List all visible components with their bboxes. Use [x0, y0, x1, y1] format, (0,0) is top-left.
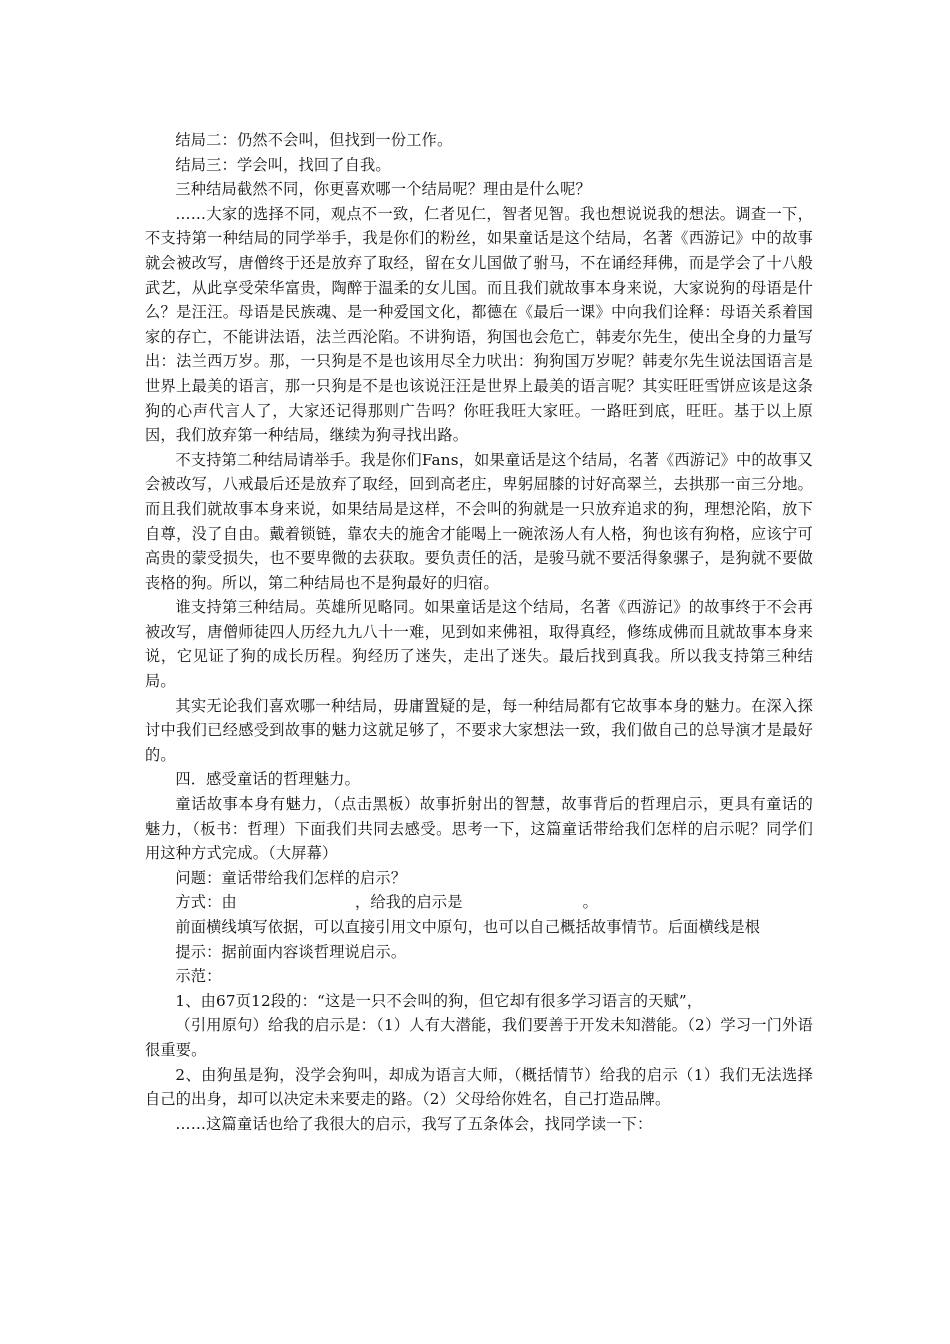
paragraph-example-one: 1、由67页12段的：“这是一只不会叫的狗，但它却有很多学习语言的天赋”， [175, 991, 703, 1010]
paragraph-problem: 问题：童话带给我们怎样的启示？ [175, 868, 407, 887]
method-middle: ，给我的启示是 [354, 893, 463, 912]
paragraph-example-one-inspiration: （引用原句）给我的启示是：（1）人有大潜能，我们要善于开发未知潜能。（2）学习一门外语很重要。 [145, 1016, 813, 1059]
paragraph-ending-three: 结局三：学会叫，找回了自我。 [175, 155, 391, 174]
paragraph-example-label: 示范： [175, 967, 222, 986]
paragraph-closing: ……这篇童话也给了我很大的启示，我写了五条体会，找同学读一下： [175, 1114, 653, 1133]
paragraph-philosophy-intro: 童话故事本身有魅力，（点击黑板）故事折射出的智慧，故事背后的哲理启示，更具有童话的魅力，（板书：哲理）下面我们共同去感受。思考一下，这篇童话带给我们怎样的启示呢？同学们用这种方式完成。（大屏幕） [145, 795, 813, 863]
paragraph-method [145, 890, 813, 915]
paragraph-blank-explanation: 前面横线填写依据，可以直接引用文中原句，也可以自己概括故事情节。后面横线是根 [175, 918, 761, 936]
section-heading-four: 四．感受童话的哲理魅力。 [175, 770, 361, 789]
paragraph-hint: 提示：据前面内容谈哲理说启示。 [175, 942, 407, 961]
paragraph-ending-three-discussion: 谁支持第三种结局。英雄所见略同。如果童话是这个结局，名著《西游记》的故事终于不会再被改写，唐僧师徒四人历经九九八十一难，见到如来佛祖，取得真经，修练成佛而且就故事本身来说，它见证了狗的成长历程。狗经历了迷失，走出了迷失。最后找到真我。所以我支持第三种结局。 [145, 598, 813, 691]
paragraph-ending-two: 结局二：仍然不会叫，但找到一份工作。 [175, 131, 453, 149]
method-suffix: 。 [582, 893, 599, 912]
method-prefix: 方式：由 [175, 893, 237, 912]
paragraph-example-two: 2、由狗虽是狗，没学会狗叫，却成为语言大师，（概括情节）给我的启示（1）我们无法选择自己的出身，却可以决定未来要走的路。（2）父母给你姓名，自己打造品牌。 [145, 1065, 813, 1109]
paragraph-summary: 其实无论我们喜欢哪一种结局，毋庸置疑的是，每一种结局都有它故事本身的魅力。在深入探讨中我们已经感受到故事的魅力这就足够了，不要求大家想法一致，我们做自己的总导演才是最好的。 [145, 696, 813, 764]
paragraph-question: 三种结局截然不同，你更喜欢哪一个结局呢？理由是什么呢？ [175, 180, 591, 199]
document-body [145, 128, 813, 1136]
paragraph-ending-one-discussion: ……大家的选择不同，观点不一致，仁者见仁，智者见智。我也想说说我的想法。调查一下，不支持第一种结局的同学举手，我是你们的粉丝，如果童话是这个结局，名著《西游记》中的故事就会被改写，唐僧终于还是放弃了取经，留在女儿国做了驸马，不在诵经拜佛，而是学会了十八般武艺，从此享受荣华富贵，陶醉于温柔的女儿国。而且我们就故事本身来说，大家说狗的母语是什么？是汪汪。母语是民族魂、是一种爱国文化，都德在《最后一课》中向我们诠释：母语关系着国家的存亡，不能讲法语，法兰西沦陷。不讲狗语，狗国也会危亡，韩麦尔先生，使出全身的力量写出：法兰西万岁。那，一只狗是不是也该用尽全力吠出：狗狗国万岁呢？韩麦尔先生说法国语言是世界上最美的语言，那一只狗是不是也该说汪汪是世界上最美的语言呢？其实旺旺雪饼应该是这条狗的心声代言人了，大家还记得那则广告吗？你旺我旺大家旺。一路旺到底，旺旺。基于以上原因，我们放弃第一种结局，继续为狗寻找出路。 [145, 204, 813, 445]
paragraph-ending-two-discussion: 不支持第二种结局请举手。我是你们Fans，如果童话是这个结局，名著《西游记》中的故事又会被改写，八戒最后还是放弃了取经，回到高老庄，卑躬屈膝的讨好高翠兰，去拱那一亩三分地。而且我们就故事本身来说，如果结局是这样，不会叫的狗就是一只放弃追求的狗，理想沦陷，放下自尊，没了自由。戴着锁链，靠农夫的施舍才能喝上一碗浓汤人有人格，狗也该有狗格，应该宁可高贵的蒙受损失，也不要卑微的去获取。要负责任的活，是骏马就不要活得象骡子，是狗就不要做丧格的狗。所以，第二种结局也不是狗最好的归宿。 [145, 450, 813, 592]
